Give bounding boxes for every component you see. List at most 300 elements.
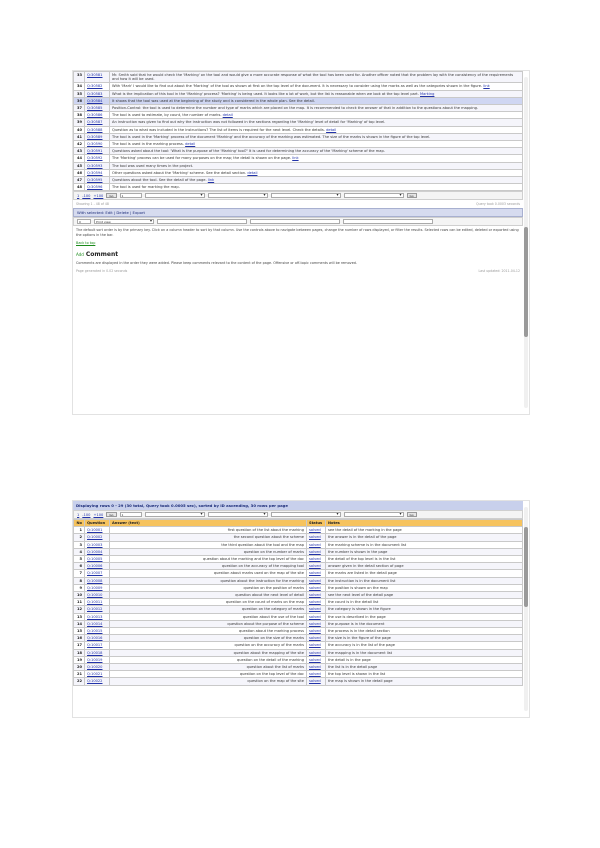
table-row[interactable]: [74, 155, 523, 162]
back-to-top-link[interactable]: Back to top: [76, 241, 96, 246]
row-status-cell: [307, 613, 326, 620]
row-detail-link[interactable]: detail: [222, 113, 233, 118]
export-format-select[interactable]: Print view ▾: [94, 219, 154, 224]
row-status-link[interactable]: solved: [309, 564, 321, 569]
row-id-cell: [85, 671, 110, 678]
table-row[interactable]: [74, 141, 523, 148]
table-row[interactable]: [74, 671, 523, 678]
row-number: 16: [74, 635, 85, 642]
row-answer: the detail of the top level is in the list: [326, 556, 523, 563]
row-status-link[interactable]: solved: [309, 535, 321, 540]
rows-input[interactable]: 1: [120, 193, 142, 198]
table-row[interactable]: [74, 642, 523, 649]
go-button-2[interactable]: Go: [106, 512, 116, 517]
row-text: [110, 177, 523, 184]
row-answer: the size is in the figure of the page: [326, 635, 523, 642]
row-text: [110, 112, 523, 119]
row-status-link[interactable]: solved: [309, 614, 321, 619]
table-row[interactable]: [74, 72, 523, 83]
row-status-cell: [307, 534, 326, 541]
row-status-cell: [307, 635, 326, 642]
table-row[interactable]: [74, 656, 523, 663]
row-status-link[interactable]: solved: [309, 600, 321, 605]
table-row[interactable]: [74, 599, 523, 606]
pagination-controls-2: [73, 510, 523, 519]
row-number: 39: [74, 119, 85, 126]
results-panel-bottom: [72, 500, 530, 718]
table-row[interactable]: [74, 97, 523, 104]
results-table-2: [73, 519, 523, 686]
row-id-link[interactable]: Q:30588: [87, 127, 103, 132]
row-id-link[interactable]: Q:10002: [87, 535, 103, 540]
row-status-link[interactable]: solved: [309, 578, 321, 583]
row-id-link[interactable]: Q:10012: [87, 607, 103, 612]
row-text: question on the position of marks: [110, 584, 307, 591]
row-id-cell: [85, 141, 110, 148]
export-field-2[interactable]: [250, 219, 340, 224]
row-id-cell: [85, 119, 110, 126]
row-status-cell: [307, 599, 326, 606]
row-number: 43: [74, 148, 85, 155]
row-id-cell: [85, 126, 110, 133]
prev-page-link-2[interactable]: -100: [82, 512, 91, 517]
scrollbar-2[interactable]: [524, 507, 528, 711]
row-text: question on the detail of the marking: [110, 656, 307, 663]
table-row[interactable]: [74, 527, 523, 534]
row-status-link[interactable]: solved: [309, 571, 321, 576]
row-id-link[interactable]: Q:30581: [87, 73, 103, 77]
table-row[interactable]: [74, 184, 523, 191]
row-id-link[interactable]: Q:30594: [87, 170, 103, 175]
query-time: Query took 0.0003 seconds: [476, 202, 520, 207]
row-status-link[interactable]: solved: [309, 593, 321, 598]
row-text: question about the mapping of the site: [110, 649, 307, 656]
row-text: question about the instruction for the marking: [110, 577, 307, 584]
row-id-link[interactable]: Q:30592: [87, 156, 103, 161]
row-number: 1: [74, 527, 85, 534]
row-number: 38: [74, 112, 85, 119]
pagination-controls: [73, 191, 523, 200]
row-text: question on the accuracy of the mapping tool: [110, 563, 307, 570]
table-header-row: [74, 520, 523, 527]
page-select[interactable]: [344, 193, 404, 198]
row-id-cell: [85, 169, 110, 176]
results-panel-top: [72, 70, 530, 415]
row-status-cell: [307, 606, 326, 613]
scroll-thumb-2[interactable]: [524, 527, 528, 607]
submit-button-2[interactable]: Go: [407, 512, 417, 517]
row-answer: the position is shown on the map: [326, 584, 523, 591]
comment-prefix[interactable]: Add: [76, 251, 84, 257]
row-id-link[interactable]: Q:30586: [87, 113, 103, 118]
row-text: question on the top level of the doc: [110, 671, 307, 678]
row-text: [110, 126, 523, 133]
row-id-cell: [85, 72, 110, 83]
row-text: question on the accuracy of the marks: [110, 642, 307, 649]
row-count: Showing 1 - 48 of 48: [76, 202, 109, 207]
row-status-cell: [307, 570, 326, 577]
table-row[interactable]: [74, 635, 523, 642]
row-detail-link[interactable]: detail: [326, 127, 337, 132]
page-footer: [73, 267, 523, 275]
row-number: 10: [74, 592, 85, 599]
scrollbar[interactable]: [524, 77, 528, 408]
table-row[interactable]: [74, 541, 523, 548]
row-status-link[interactable]: solved: [309, 679, 321, 684]
row-text-content: With 'Mark' I would like to find out about the 'Marking' of the tool as shown at first on the top level of the document. It is necessary to consider using the marks as well as the categories shown in the figure.: [112, 84, 483, 89]
row-id-cell: [85, 635, 110, 642]
row-id-link[interactable]: Q:10018: [87, 650, 103, 655]
rows-input-2[interactable]: 1: [120, 512, 142, 517]
row-id-cell: [85, 577, 110, 584]
table-row[interactable]: [74, 83, 523, 90]
row-detail-link[interactable]: detail: [247, 170, 258, 175]
row-detail-link[interactable]: link: [292, 156, 299, 161]
table-row[interactable]: [74, 119, 523, 126]
row-status-link[interactable]: solved: [309, 528, 321, 533]
column-header-num[interactable]: No: [74, 520, 85, 527]
results-title: Displaying rows 0 - 29 (30 total, Query took 0.0005 sec), sorted by ID ascending, 30 rows per page: [73, 501, 523, 510]
table-row[interactable]: [74, 584, 523, 591]
row-id-cell: [85, 649, 110, 656]
table-row[interactable]: [74, 649, 523, 656]
table-row[interactable]: [74, 577, 523, 584]
row-id-link[interactable]: Q:10010: [87, 593, 103, 598]
row-status-cell: [307, 649, 326, 656]
row-id-link[interactable]: Q:30587: [87, 120, 103, 125]
row-number: 45: [74, 162, 85, 169]
row-text: question about the next level of detail: [110, 592, 307, 599]
row-number: 47: [74, 177, 85, 184]
row-status-link[interactable]: solved: [309, 585, 321, 590]
row-text: [110, 105, 523, 112]
table-row[interactable]: [74, 105, 523, 112]
row-id-cell: [85, 563, 110, 570]
row-id-cell: [85, 184, 110, 191]
page-select-2[interactable]: [344, 512, 404, 517]
row-id-link[interactable]: Q:10006: [87, 564, 103, 569]
row-text-content: Other questions asked about the 'Marking' scheme. See the detail section.: [112, 170, 247, 175]
table-row[interactable]: [74, 570, 523, 577]
go-button[interactable]: Go: [106, 193, 116, 198]
row-status-link[interactable]: solved: [309, 549, 321, 554]
row-status-cell: [307, 527, 326, 534]
row-number: 6: [74, 563, 85, 570]
row-answer: the number is shown in the page: [326, 548, 523, 555]
row-status-cell: [307, 541, 326, 548]
row-status-link[interactable]: solved: [309, 672, 321, 677]
row-id-cell: [85, 656, 110, 663]
view-select[interactable]: [271, 193, 341, 198]
row-id-cell: [85, 592, 110, 599]
row-id-link[interactable]: Q:30583: [87, 91, 103, 96]
row-id-cell: [85, 133, 110, 140]
submit-button[interactable]: Go: [407, 193, 417, 198]
row-status-link[interactable]: solved: [309, 636, 321, 641]
row-id-link[interactable]: Q:30591: [87, 149, 103, 154]
row-text: [110, 83, 523, 90]
comment-heading: [73, 248, 529, 259]
row-id-cell: [85, 642, 110, 649]
row-number: 41: [74, 133, 85, 140]
with-selected-bar: [73, 208, 523, 217]
row-number: 12: [74, 606, 85, 613]
next-page-link[interactable]: +100: [93, 193, 104, 198]
table-row[interactable]: [74, 613, 523, 620]
row-answer: the purpose is in the document: [326, 620, 523, 627]
row-id-link[interactable]: Q:30582: [87, 84, 103, 89]
row-status-cell: [307, 548, 326, 555]
row-number: 8: [74, 577, 85, 584]
row-detail-link[interactable]: link: [207, 178, 215, 183]
row-text: [110, 72, 523, 83]
table-row[interactable]: [74, 133, 523, 140]
table-row[interactable]: [74, 606, 523, 613]
row-answer: answer given in the detail section of page: [326, 563, 523, 570]
row-text: [110, 141, 523, 148]
table-row[interactable]: [74, 534, 523, 541]
row-number: 42: [74, 141, 85, 148]
row-id-cell: [85, 148, 110, 155]
column-header-id[interactable]: Question: [85, 520, 110, 527]
prev-page-link[interactable]: -100: [82, 193, 91, 198]
table-row[interactable]: [74, 169, 523, 176]
row-id-link[interactable]: Q:30596: [87, 185, 103, 190]
sort-select[interactable]: [145, 193, 205, 198]
row-status-cell: [307, 656, 326, 663]
row-status-link[interactable]: solved: [309, 542, 321, 547]
row-text: question on the size of the marks: [110, 635, 307, 642]
row-text-content: What is the implication of this tool in the 'Marking' process? 'Marking' is being used. It looks like a lot of work, but the list is reasonable when we look at the top level part.: [112, 91, 419, 96]
row-id-link[interactable]: Q:10005: [87, 557, 103, 562]
row-status-link[interactable]: solved: [309, 657, 321, 662]
table-row[interactable]: [74, 592, 523, 599]
row-answer: the marking scheme is in the document list: [326, 541, 523, 548]
row-number: 36: [74, 97, 85, 104]
table-row[interactable]: [74, 126, 523, 133]
row-id-cell: [85, 664, 110, 671]
row-status-link[interactable]: solved: [309, 665, 321, 670]
row-status-cell: [307, 556, 326, 563]
table-row[interactable]: [74, 162, 523, 169]
row-number: 4: [74, 548, 85, 555]
row-id-cell: [85, 613, 110, 620]
row-id-cell: [85, 97, 110, 104]
row-id-link[interactable]: Q:10007: [87, 571, 103, 576]
row-id-link[interactable]: Q:30595: [87, 178, 103, 183]
row-text-content: An instruction was given to find out why the instruction was not followed in the sections regarding the 'Marking' level of detail for 'Marking' of top level.: [112, 120, 386, 125]
row-text: [110, 155, 523, 162]
row-text: [110, 162, 523, 169]
column-header-answer[interactable]: Notes: [326, 520, 523, 527]
table-row[interactable]: [74, 563, 523, 570]
row-text-content: The tool is used to estimate, by count, the number of marks.: [112, 113, 222, 118]
row-status-link[interactable]: solved: [309, 643, 321, 648]
row-text-content: Questions asked about the tool: 'What is the purpose of the 'Marking' tool?' It is used for determining the accuracy of the 'Marking' scheme of the map.: [112, 149, 385, 154]
view-select-2[interactable]: [271, 512, 341, 517]
row-status-link[interactable]: solved: [309, 557, 321, 562]
row-text: [110, 97, 523, 104]
row-id-link[interactable]: Q:30585: [87, 106, 103, 111]
row-text: [110, 184, 523, 191]
scroll-thumb[interactable]: [524, 227, 528, 337]
with-selected-label: With selected: Edit | Delete | Export: [77, 210, 145, 216]
row-id-link[interactable]: Q:10013: [87, 614, 103, 619]
table-row[interactable]: [74, 664, 523, 671]
row-id-link[interactable]: Q:10020: [87, 665, 103, 670]
row-id-cell: [85, 541, 110, 548]
row-id-link[interactable]: Q:10014: [87, 621, 103, 626]
row-number: 17: [74, 642, 85, 649]
next-page-link-2[interactable]: +100: [93, 512, 104, 517]
row-id-cell: [85, 177, 110, 184]
row-id-cell: [85, 556, 110, 563]
row-id-cell: [85, 570, 110, 577]
row-number: 19: [74, 656, 85, 663]
row-id-cell: [85, 548, 110, 555]
row-number: 13: [74, 613, 85, 620]
row-number: 48: [74, 184, 85, 191]
row-text: question on the category of marks: [110, 606, 307, 613]
row-answer: see the detail of the marking in the page: [326, 527, 523, 534]
row-text-content: It shows that the tool was used at the beginning of the study and is considered in the whole plan. See the detail.: [112, 98, 316, 103]
row-text-content: The tool is used in the 'Marking' process of the document 'Marking' and the accuracy of the marking was estimated. The size of the marks is shown in the figure of the top level.: [112, 134, 431, 139]
row-id-cell: [85, 534, 110, 541]
row-text-content: Mr. Smith said that he would check the 'Marking' on the tool and would give a more accurate response of what the tool has been used for. Another officer noted that the problem lay with the consistency of the requirements and how it will be used.: [112, 73, 514, 82]
row-id-link[interactable]: Q:30590: [87, 142, 103, 147]
row-id-link[interactable]: Q:10004: [87, 549, 103, 554]
row-id-link[interactable]: Q:10011: [87, 600, 103, 605]
row-status-link[interactable]: solved: [309, 650, 321, 655]
row-number: 5: [74, 556, 85, 563]
row-id-cell: [85, 162, 110, 169]
row-number: 34: [74, 83, 85, 90]
row-id-link[interactable]: Q:10021: [87, 672, 103, 677]
sort-select-2[interactable]: [145, 512, 205, 517]
row-number: 35: [74, 90, 85, 97]
table-row[interactable]: [74, 148, 523, 155]
table-row[interactable]: [74, 620, 523, 627]
row-answer: the top level is shown in the list: [326, 671, 523, 678]
first-page-link[interactable]: 1: [77, 193, 80, 198]
row-id-link[interactable]: Q:10001: [87, 528, 103, 533]
row-status-cell: [307, 577, 326, 584]
row-id-cell: [85, 678, 110, 685]
row-text: the second question about the scheme: [110, 534, 307, 541]
row-text-content: The tool was used many times in the project.: [112, 163, 194, 168]
row-detail-link[interactable]: detail: [185, 142, 196, 147]
row-number: 40: [74, 126, 85, 133]
row-text-content: The tool is used in the marking process.: [112, 142, 184, 147]
row-text: [110, 169, 523, 176]
filter-select[interactable]: [208, 193, 268, 198]
comment-title: Comment: [85, 250, 119, 258]
row-detail-link[interactable]: link: [483, 84, 490, 89]
table-row[interactable]: [74, 112, 523, 119]
row-id-link[interactable]: Q:10015: [87, 629, 103, 634]
row-detail-link[interactable]: Marking: [420, 91, 435, 96]
row-number: 37: [74, 105, 85, 112]
export-field-3[interactable]: [343, 219, 433, 224]
column-header-text[interactable]: Answer (text): [110, 520, 307, 527]
table-row[interactable]: [74, 548, 523, 555]
row-id-link[interactable]: Q:10017: [87, 643, 103, 648]
table-row[interactable]: [74, 628, 523, 635]
row-number: 33: [74, 72, 85, 83]
row-answer: the process is in the detail section: [326, 628, 523, 635]
row-text: question about the use of the tool: [110, 613, 307, 620]
row-id-link[interactable]: Q:10016: [87, 636, 103, 641]
row-status-cell: [307, 563, 326, 570]
table-row[interactable]: [74, 678, 523, 685]
row-status-cell: [307, 592, 326, 599]
row-answer: the map is shown in the detail page: [326, 678, 523, 685]
row-text: question about the marking and the top level of the doc: [110, 556, 307, 563]
row-text: the third question about the tool and the map: [110, 541, 307, 548]
filter-select-2[interactable]: [208, 512, 268, 517]
export-field-1[interactable]: [157, 219, 247, 224]
row-status-cell: [307, 642, 326, 649]
row-status-cell: [307, 628, 326, 635]
row-id-link[interactable]: Q:10022: [87, 679, 103, 684]
row-id-cell: [85, 620, 110, 627]
comment-paragraph: Comments are displayed in the order they were added. Please keep comments relevant to the content of the page. Offensive or off-topic comments will be removed.: [76, 260, 358, 265]
row-id-link[interactable]: Q:10003: [87, 542, 103, 547]
row-id-cell: [85, 628, 110, 635]
row-id-link[interactable]: Q:30593: [87, 163, 103, 168]
row-answer: the instruction is in the document list: [326, 577, 523, 584]
row-text: [110, 133, 523, 140]
table-row[interactable]: [74, 556, 523, 563]
column-header-flag[interactable]: Status: [307, 520, 326, 527]
row-id-link[interactable]: Q:10008: [87, 578, 103, 583]
row-number: 2: [74, 534, 85, 541]
table-row[interactable]: [74, 177, 523, 184]
row-id-link[interactable]: Q:30584: [87, 98, 103, 103]
row-id-cell: [85, 155, 110, 162]
row-id-cell: [85, 90, 110, 97]
table-row[interactable]: [74, 90, 523, 97]
row-number: 11: [74, 599, 85, 606]
export-count-input[interactable]: 0: [77, 219, 91, 224]
row-number: 21: [74, 671, 85, 678]
row-status-cell: [307, 678, 326, 685]
row-status-link[interactable]: solved: [309, 629, 321, 634]
row-answer: the marks are listed in the detail page: [326, 570, 523, 577]
row-text-content: The 'Marking' process can be used for many purposes on the map; the detail is shown on the page.: [112, 156, 292, 161]
row-text: [110, 90, 523, 97]
row-id-link[interactable]: Q:10009: [87, 585, 103, 590]
first-page-link-2[interactable]: 1: [77, 512, 80, 517]
row-id-link[interactable]: Q:30589: [87, 134, 103, 139]
row-text: [110, 148, 523, 155]
results-table: [73, 71, 523, 191]
row-status-cell: [307, 584, 326, 591]
table-footer: [73, 200, 523, 208]
row-number: 20: [74, 664, 85, 671]
row-answer: the detail is in the page: [326, 656, 523, 663]
row-answer: the category is shown in the figure: [326, 606, 523, 613]
row-status-link[interactable]: solved: [309, 621, 321, 626]
row-status-link[interactable]: solved: [309, 607, 321, 612]
row-number: 7: [74, 570, 85, 577]
row-number: 9: [74, 584, 85, 591]
row-answer: the mapping is in the document list: [326, 649, 523, 656]
row-id-link[interactable]: Q:10019: [87, 657, 103, 662]
row-number: 14: [74, 620, 85, 627]
row-text: [110, 119, 523, 126]
row-text: question on the count of marks on the map: [110, 599, 307, 606]
